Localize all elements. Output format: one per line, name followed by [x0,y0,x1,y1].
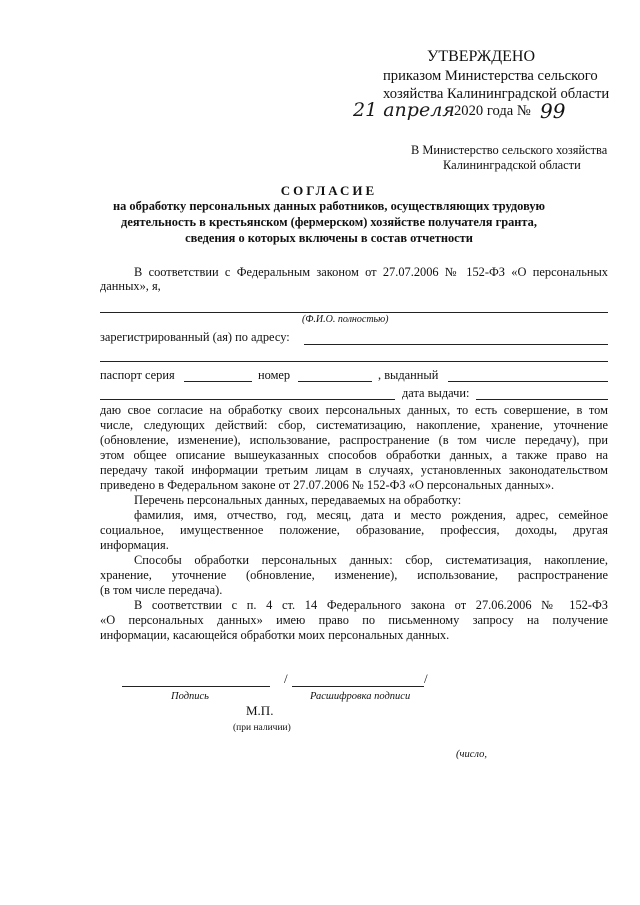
signature-decode-line [292,686,424,687]
data-list-line-2: социальное, имущественное положение, образование, профессия, доходы, другая [100,523,608,537]
signature-slash-2: / [424,671,428,686]
issue-date-line [476,399,608,400]
signature-decode-label: Расшифровка подписи [310,691,411,702]
consent-line-5: передачу такой информации третьим лицам в случаях, установленных законодательством [100,463,608,477]
intro-line1: В соответствии с Федеральным законом от 27.07.2006 № 152-ФЗ «О персональных [134,265,608,279]
address-line-1 [304,344,608,345]
methods-line-1: Способы обработки персональных данных: сбор, систематизация, накопление, [134,553,608,567]
issue-date-label: дата выдачи: [402,386,470,400]
methods-line-2: хранение, уточнение (обновление, изменение), использование, распространение [100,568,608,582]
consent-line-2: числе, следующих действий: сбор, систематизацию, накопление, хранение, уточнение [100,418,608,432]
consent-line-1: даю свое согласие на обработку своих персональных данных, то есть совершение, в том [100,403,608,417]
document-subtitle-2: деятельность в крестьянском (фермерском) хозяйстве получателя гранта, [121,215,537,229]
consent-line-4: этом общее описание вышеуказанных способов обработки данных, а также право на [100,448,608,462]
addressee-line2: Калининградской области [443,158,581,172]
document-subtitle-1: на обработку персональных данных работников, осуществляющих трудовую [113,199,545,213]
signature-slash-1: / [284,671,288,686]
signature-label: Подпись [171,691,209,702]
approval-line2: хозяйства Калининградской области [383,86,610,102]
signature-line [122,686,270,687]
issued-by-line [100,399,395,400]
data-list-heading: Перечень персональных данных, передаваемых на обработку: [134,493,462,507]
rights-line-2: «О персональных данных» имею право по письменному запросу на получение [100,613,608,627]
stamp-label: М.П. [246,703,274,718]
rights-line-1: В соответствии с п. 4 ст. 14 Федерального закона от 27.06.2006 № 152-ФЗ [134,598,608,612]
passport-series-line [184,381,252,382]
address-line-2 [100,361,608,362]
consent-line-6: приведено в Федеральном законе от 27.07.2006 № 152-ФЗ «О персональных данных». [100,478,555,492]
passport-issued-label: , выданный [378,368,439,382]
passport-series-label: паспорт серия [100,368,175,382]
methods-line-3: (в том числе передача). [100,583,223,597]
data-list-line-3: информация. [100,538,169,552]
document-title: СОГЛАСИЕ [280,183,378,198]
passport-issued-line [448,381,608,382]
passport-number-line [298,381,372,382]
passport-number-label: номер [258,368,291,382]
approval-line1: приказом Министерства сельского [383,68,598,84]
fio-hint: (Ф.И.О. полностью) [302,314,389,325]
approval-title: УТВЕРЖДЕНО [427,48,536,65]
rights-line-3: информации, касающейся обработки моих персональных данных. [100,628,450,642]
registered-label: зарегистрированный (ая) по адресу: [100,330,290,344]
approval-number-handwritten: 99 [540,99,566,123]
consent-line-3: (обновление, изменение), использование, распространение (в том числе передачу), при [100,433,608,447]
approval-date-year: 2020 года № [454,103,531,119]
data-list-line-1: фамилия, имя, отчество, год, месяц, дата и место рождения, адрес, семейное [134,508,608,522]
document-subtitle-3: сведения о которых включены в состав отчетности [185,231,473,245]
date-label: (число, [456,749,487,760]
fio-line [100,312,608,313]
stamp-note: (при наличии) [233,723,291,733]
approval-date-handwritten: 21 апреля [353,99,455,121]
intro-line2: данных», я, [100,279,161,293]
addressee-line1: В Министерство сельского хозяйства [411,143,608,157]
